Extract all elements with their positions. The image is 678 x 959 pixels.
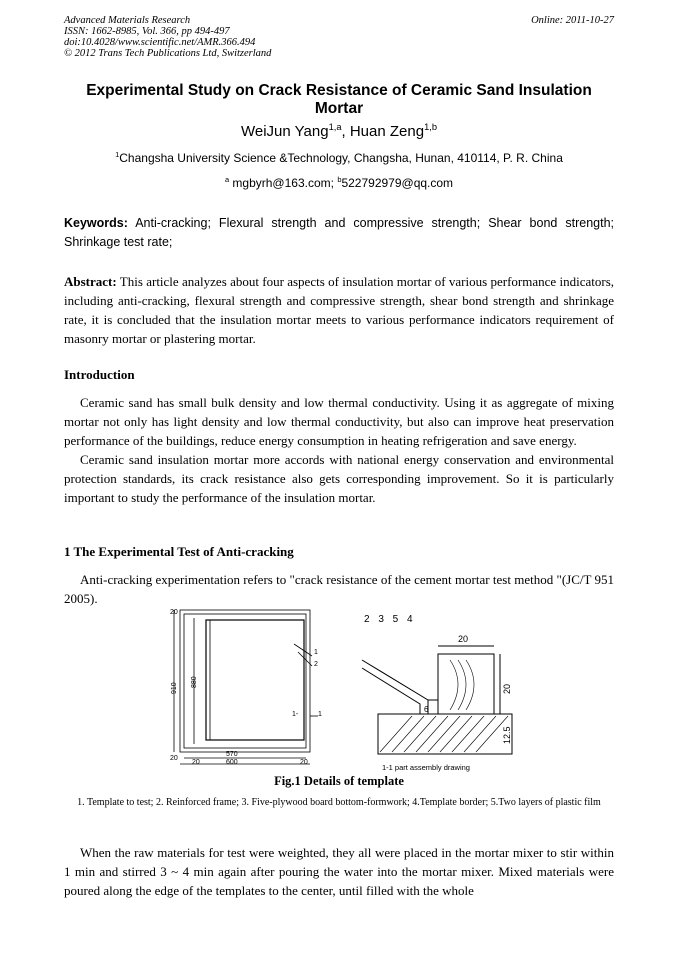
online-date: Online: 2011-10-27 (531, 15, 614, 26)
intro-paragraph-2: Ceramic sand insulation mortar more accords with national energy conservation and environmental protection standards, its crack resistance also gets corresponding improvement. So it is particularly important to study the performance of the insulation mortar. (64, 452, 614, 505)
dim-top: 20 (170, 609, 178, 616)
paper-title: Experimental Study on Crack Resistance of Ceramic Sand Insulation Mortar (86, 82, 592, 117)
journal-name: Advanced Materials Research (64, 15, 191, 26)
doi: doi:10.4028/www.scientific.net/AMR.366.494 (64, 37, 256, 48)
copyright: © 2012 Trans Tech Publications Ltd, Switzerland (64, 48, 272, 59)
author-2-sup: 1,b (424, 122, 437, 132)
author-2: Huan Zeng (349, 123, 425, 140)
dim-20-side: 20 (502, 683, 512, 694)
dim-bottom-left-2: 20 (192, 759, 200, 766)
figure-caption: Fig.1 Details of template (274, 774, 404, 788)
issn: ISSN: 1662-8985, Vol. 366, pp 494-497 (64, 26, 230, 37)
email-a: mgbyrh@163.com; (229, 176, 338, 190)
plastic-film-layer (362, 660, 428, 714)
plastic-film-layer-2 (362, 668, 420, 714)
keywords-label: Keywords: (64, 216, 128, 230)
section-1-heading: 1 The Experimental Test of Anti-cracking (64, 544, 294, 559)
wood-grain (450, 660, 474, 710)
template-outer-frame (180, 610, 310, 752)
author-1-sup: 1,a (328, 122, 342, 132)
affiliation-sup: 1 (115, 150, 120, 159)
dim-20-top: 20 (458, 634, 469, 644)
abstract (64, 272, 614, 348)
dim-880: 880 (191, 676, 198, 688)
dim-bottom-right: 20 (300, 759, 308, 766)
affiliation (64, 151, 614, 165)
dim-6: 6 (424, 705, 429, 714)
section-1-paragraph: Anti-cracking experimentation refers to "crack resistance of the cement mortar test method "(JC/T 951 2005). (64, 572, 614, 606)
section-1-body (64, 570, 614, 608)
dim-570: 570 (226, 751, 238, 758)
figure-template-details (166, 604, 518, 776)
author-separator: , (341, 123, 350, 140)
cut-label-right: 1 (318, 711, 322, 718)
tail-body (64, 843, 614, 900)
assembly-drawing-label: 1-1 part assembly drawing (382, 763, 470, 772)
email-b: 522792979@qq.com (341, 176, 454, 190)
dim-bottom-left: 20 (170, 755, 178, 762)
introduction-heading: Introduction (64, 367, 135, 382)
edge-strip (428, 700, 438, 714)
email-a-sup: a (224, 175, 230, 184)
abstract-text: This article analyzes about four aspects of insulation mortar of various performance indicators, including anti-cracking, flexural strength and compressive strength, shear bond strength and shrinkage rate, it is concluded that the insulation mortar meets to various performance indicators requirement of masonry mortar or plastering mortar. (64, 274, 614, 346)
label-1: 1 (314, 649, 318, 656)
intro-paragraph-1: Ceramic sand has small bulk density and low thermal conductivity. Using it as aggregate of mixing mortar not only has light density and low thermal conductivity, but also can improve heat preservation performance of the buildings, reduce energy consumption in heating refrigeration and save energy. (64, 395, 614, 448)
author-1: WeiJun Yang (241, 123, 329, 140)
introduction-body (64, 393, 614, 507)
authors (64, 123, 614, 140)
label-2: 2 (314, 661, 318, 668)
leader-1 (294, 644, 312, 656)
formwork-hatching (380, 716, 508, 752)
email-b-sup: b (337, 175, 342, 184)
journal-header (64, 15, 271, 59)
affiliation-text: Changsha University Science &Technology, Changsha, Hunan, 410114, P. R. China (119, 151, 563, 165)
emails (64, 176, 614, 190)
part-labels: 2 3 5 4 (364, 614, 416, 625)
cut-label-left: 1- (292, 711, 299, 718)
dim-600: 600 (226, 759, 238, 766)
keywords (64, 214, 614, 252)
tail-paragraph: When the raw materials for test were weighted, they all were placed in the mortar mixer to stir within 1 min and stirred 3 ~ 4 min again after pouring the water into the mortar mixer. Mixed materials were poured along the edge of the templates to the center, until filled with the whole (64, 845, 614, 898)
abstract-label: Abstract: (64, 274, 117, 289)
template-board (206, 620, 304, 740)
dim-910: 910 (171, 682, 178, 694)
figure-legend: 1. Template to test; 2. Reinforced frame; 3. Five-plywood board bottom-formwork; 4.Template border; 5.Two layers of plastic film (77, 797, 601, 808)
template-frame-inner (184, 614, 306, 748)
assembly-section-drawing (362, 646, 512, 754)
keywords-text: Anti-cracking; Flexural strength and compressive strength; Shear bond strength; Shrinkage test rate; (64, 216, 614, 249)
dim-12-5: 12.5 (502, 726, 512, 744)
